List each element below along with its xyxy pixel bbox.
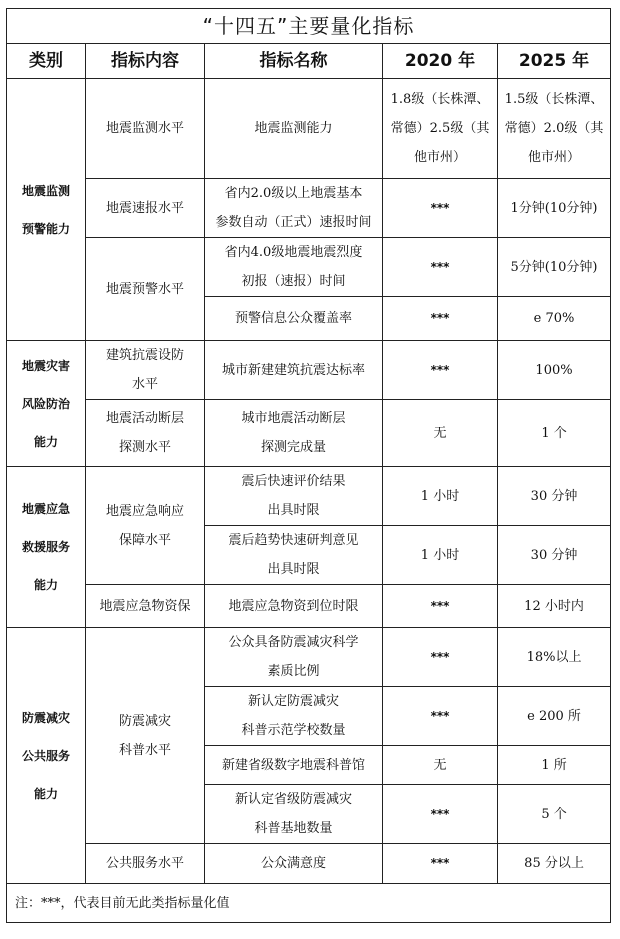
category-cell: 地震监测 预警能力 [7,79,86,341]
name-cell: 省内4.0级地震地震烈度 初报（速报）时间 [205,238,383,297]
header-name: 指标名称 [205,44,383,79]
name-cell: 地震应急物资到位时限 [205,585,383,628]
indicator-sheet [6,8,610,923]
value-2025-cell: 1 所 [498,746,611,785]
table-row [7,341,611,400]
value-2020-cell: *** [383,297,498,341]
value-2025-cell: 30 分钟 [498,526,611,585]
name-cell: 震后快速评价结果 出具时限 [205,467,383,526]
header-2020: 2020 年 [383,44,498,79]
table-row [7,467,611,526]
table-row [7,400,611,467]
value-2020-cell: *** [383,687,498,746]
value-2025-cell: 30 分钟 [498,467,611,526]
content-cell: 建筑抗震设防 水平 [86,341,205,400]
value-2025-cell: 100% [498,341,611,400]
content-cell: 地震速报水平 [86,179,205,238]
header-category: 类别 [7,44,86,79]
content-cell: 地震活动断层 探测水平 [86,400,205,467]
value-2020-cell: *** [383,179,498,238]
value-2020-cell: *** [383,238,498,297]
name-cell: 新认定省级防震减灾 科普基地数量 [205,785,383,844]
content-cell: 公共服务水平 [86,844,205,884]
indicator-table [6,8,611,923]
value-2025-cell: e 200 所 [498,687,611,746]
content-cell: 地震监测水平 [86,79,205,179]
table-row [7,79,611,179]
value-2020-cell: 无 [383,400,498,467]
name-cell: 公众满意度 [205,844,383,884]
name-cell: 城市新建建筑抗震达标率 [205,341,383,400]
name-cell: 省内2.0级以上地震基本 参数自动（正式）速报时间 [205,179,383,238]
table-row [7,585,611,628]
table-row [7,844,611,884]
content-cell: 地震预警水平 [86,238,205,341]
name-cell: 城市地震活动断层 探测完成量 [205,400,383,467]
value-2020-cell: 1 小时 [383,526,498,585]
value-2020-cell: *** [383,341,498,400]
value-2020-cell: *** [383,844,498,884]
value-2025-cell: e 70% [498,297,611,341]
value-2020-cell: *** [383,585,498,628]
name-cell: 新建省级数字地震科普馆 [205,746,383,785]
value-2025-cell: 12 小时内 [498,585,611,628]
value-2025-cell: 85 分以上 [498,844,611,884]
value-2025-cell: 1.5级（长株潭、 常德）2.0级（其 他市州） [498,79,611,179]
value-2020-cell: 1 小时 [383,467,498,526]
table-row [7,628,611,687]
name-cell: 地震监测能力 [205,79,383,179]
value-2025-cell: 1分钟(10分钟) [498,179,611,238]
value-2025-cell: 5 个 [498,785,611,844]
header-2025: 2025 年 [498,44,611,79]
value-2020-cell: 无 [383,746,498,785]
table-title: “十四五”主要量化指标 [7,9,611,44]
category-cell: 地震应急 救援服务 能力 [7,467,86,628]
name-cell: 公众具备防震减灾科学 素质比例 [205,628,383,687]
category-cell: 防震减灾 公共服务 能力 [7,628,86,884]
category-cell: 地震灾害 风险防治 能力 [7,341,86,467]
content-cell: 地震应急物资保 [86,585,205,628]
value-2025-cell: 1 个 [498,400,611,467]
value-2025-cell: 5分钟(10分钟) [498,238,611,297]
content-cell: 防震减灾 科普水平 [86,628,205,844]
value-2020-cell: *** [383,785,498,844]
name-cell: 新认定防震减灾 科普示范学校数量 [205,687,383,746]
name-cell: 预警信息公众覆盖率 [205,297,383,341]
header-row [7,44,611,79]
value-2020-cell: 1.8级（长株潭、 常德）2.5级（其 他市州） [383,79,498,179]
content-cell: 地震应急响应 保障水平 [86,467,205,585]
table-row [7,179,611,238]
value-2025-cell: 18%以上 [498,628,611,687]
value-2020-cell: *** [383,628,498,687]
name-cell: 震后趋势快速研判意见 出具时限 [205,526,383,585]
table-note: 注：***，代表目前无此类指标量化值 [7,884,611,923]
table-row [7,238,611,297]
header-content: 指标内容 [86,44,205,79]
